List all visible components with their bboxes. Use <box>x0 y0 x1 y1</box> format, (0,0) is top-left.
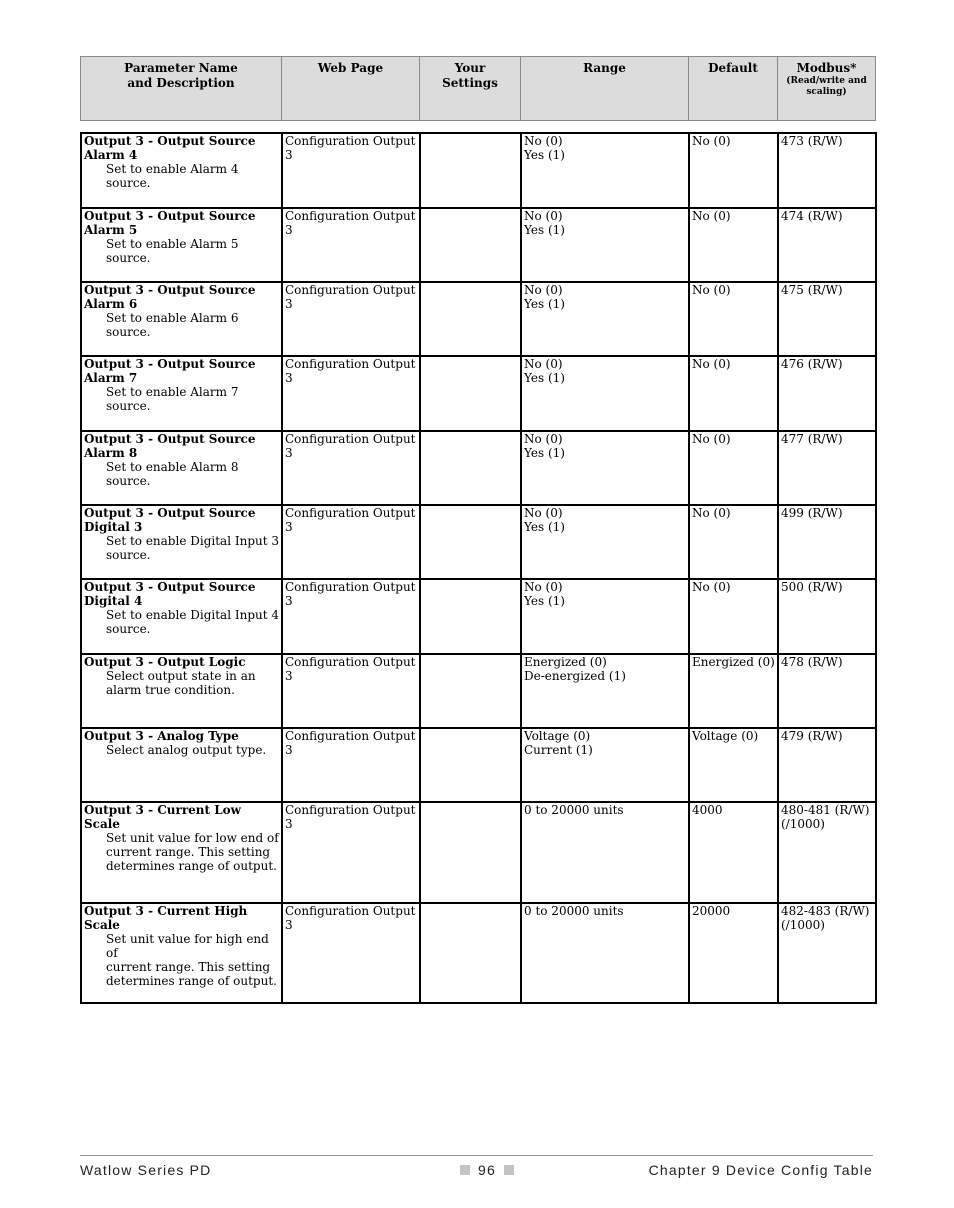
footer-product-name: Watlow Series PD <box>80 1162 212 1178</box>
modbus-cell: 478 (R/W) <box>778 654 876 728</box>
default-cell: No (0) <box>689 431 778 505</box>
footer-page-number: 96 <box>452 1162 522 1178</box>
modbus-cell: 475 (R/W) <box>778 282 876 356</box>
table-row <box>81 728 876 802</box>
default-cell: No (0) <box>689 282 778 356</box>
table-row <box>81 133 876 208</box>
default-cell: Voltage (0) <box>689 728 778 802</box>
range-cell: No (0) Yes (1) <box>521 431 689 505</box>
your-settings-cell <box>420 431 521 505</box>
table-row <box>81 505 876 579</box>
modbus-cell: 482-483 (R/W) (/1000) <box>778 903 876 1003</box>
modbus-cell: 476 (R/W) <box>778 356 876 431</box>
header-parameter-name: Parameter Name and Description <box>81 57 282 121</box>
your-settings-cell <box>420 208 521 282</box>
your-settings-cell <box>420 579 521 654</box>
your-settings-cell <box>420 728 521 802</box>
table-row <box>81 431 876 505</box>
header-modbus: Modbus* (Read/write and scaling) <box>778 57 876 121</box>
modbus-cell: 474 (R/W) <box>778 208 876 282</box>
modbus-cell: 480-481 (R/W) (/1000) <box>778 802 876 903</box>
parameter-name-cell: Output 3 - Output Logic Select output state in an alarm true condition. <box>81 654 282 728</box>
default-cell: 20000 <box>689 903 778 1003</box>
parameter-name-cell: Output 3 - Output Source Alarm 4 Set to enable Alarm 4 source. <box>81 133 282 208</box>
parameter-name-cell: Output 3 - Output Source Digital 3 Set to enable Digital Input 3 source. <box>81 505 282 579</box>
web-page-cell: Configuration Output 3 <box>282 654 420 728</box>
range-cell: 0 to 20000 units <box>521 802 689 903</box>
header-your-settings: Your Settings <box>420 57 521 121</box>
range-cell: No (0) Yes (1) <box>521 579 689 654</box>
default-cell: No (0) <box>689 579 778 654</box>
column-header-table <box>80 56 876 121</box>
your-settings-cell <box>420 133 521 208</box>
parameter-name-cell: Output 3 - Output Source Digital 4 Set to enable Digital Input 4 source. <box>81 579 282 654</box>
web-page-cell: Configuration Output 3 <box>282 431 420 505</box>
modbus-cell: 477 (R/W) <box>778 431 876 505</box>
table-row <box>81 208 876 282</box>
your-settings-cell <box>420 654 521 728</box>
header-web-page: Web Page <box>282 57 420 121</box>
default-cell: No (0) <box>689 208 778 282</box>
web-page-cell: Configuration Output 3 <box>282 579 420 654</box>
square-bullet-icon <box>460 1165 470 1175</box>
parameter-name-cell: Output 3 - Analog Type Select analog output type. <box>81 728 282 802</box>
range-cell: No (0) Yes (1) <box>521 356 689 431</box>
table-row <box>81 802 876 903</box>
parameter-name-cell: Output 3 - Output Source Alarm 5 Set to enable Alarm 5 source. <box>81 208 282 282</box>
range-cell: No (0) Yes (1) <box>521 133 689 208</box>
web-page-cell: Configuration Output 3 <box>282 282 420 356</box>
parameter-name-cell: Output 3 - Current High Scale Set unit value for high end of current range. This setting determines range of output. <box>81 903 282 1003</box>
table-row <box>81 579 876 654</box>
range-cell: No (0) Yes (1) <box>521 282 689 356</box>
range-cell: 0 to 20000 units <box>521 903 689 1003</box>
default-cell: No (0) <box>689 505 778 579</box>
modbus-cell: 500 (R/W) <box>778 579 876 654</box>
table-row <box>81 282 876 356</box>
your-settings-cell <box>420 802 521 903</box>
parameter-name-cell: Output 3 - Output Source Alarm 6 Set to enable Alarm 6 source. <box>81 282 282 356</box>
parameter-name-cell: Output 3 - Current Low Scale Set unit value for low end of current range. This setting determines range of output. <box>81 802 282 903</box>
web-page-cell: Configuration Output 3 <box>282 903 420 1003</box>
your-settings-cell <box>420 356 521 431</box>
parameter-table-body <box>81 133 876 1003</box>
web-page-cell: Configuration Output 3 <box>282 728 420 802</box>
your-settings-cell <box>420 282 521 356</box>
modbus-cell: 473 (R/W) <box>778 133 876 208</box>
default-cell: No (0) <box>689 133 778 208</box>
header-range: Range <box>521 57 689 121</box>
default-cell: Energized (0) <box>689 654 778 728</box>
footer-chapter-title: Chapter 9 Device Config Table <box>648 1162 873 1178</box>
footer-divider <box>80 1155 873 1156</box>
page-footer <box>80 1162 873 1182</box>
web-page-cell: Configuration Output 3 <box>282 133 420 208</box>
square-bullet-icon <box>504 1165 514 1175</box>
default-cell: No (0) <box>689 356 778 431</box>
web-page-cell: Configuration Output 3 <box>282 802 420 903</box>
header-default: Default <box>689 57 778 121</box>
web-page-cell: Configuration Output 3 <box>282 505 420 579</box>
parameter-name-cell: Output 3 - Output Source Alarm 7 Set to enable Alarm 7 source. <box>81 356 282 431</box>
web-page-cell: Configuration Output 3 <box>282 356 420 431</box>
range-cell: No (0) Yes (1) <box>521 505 689 579</box>
your-settings-cell <box>420 505 521 579</box>
web-page-cell: Configuration Output 3 <box>282 208 420 282</box>
modbus-cell: 479 (R/W) <box>778 728 876 802</box>
table-row <box>81 903 876 1003</box>
parameter-table <box>80 132 877 1004</box>
range-cell: No (0) Yes (1) <box>521 208 689 282</box>
parameter-name-cell: Output 3 - Output Source Alarm 8 Set to enable Alarm 8 source. <box>81 431 282 505</box>
your-settings-cell <box>420 903 521 1003</box>
modbus-cell: 499 (R/W) <box>778 505 876 579</box>
range-cell: Energized (0) De-energized (1) <box>521 654 689 728</box>
range-cell: Voltage (0) Current (1) <box>521 728 689 802</box>
table-row <box>81 654 876 728</box>
table-row <box>81 356 876 431</box>
default-cell: 4000 <box>689 802 778 903</box>
